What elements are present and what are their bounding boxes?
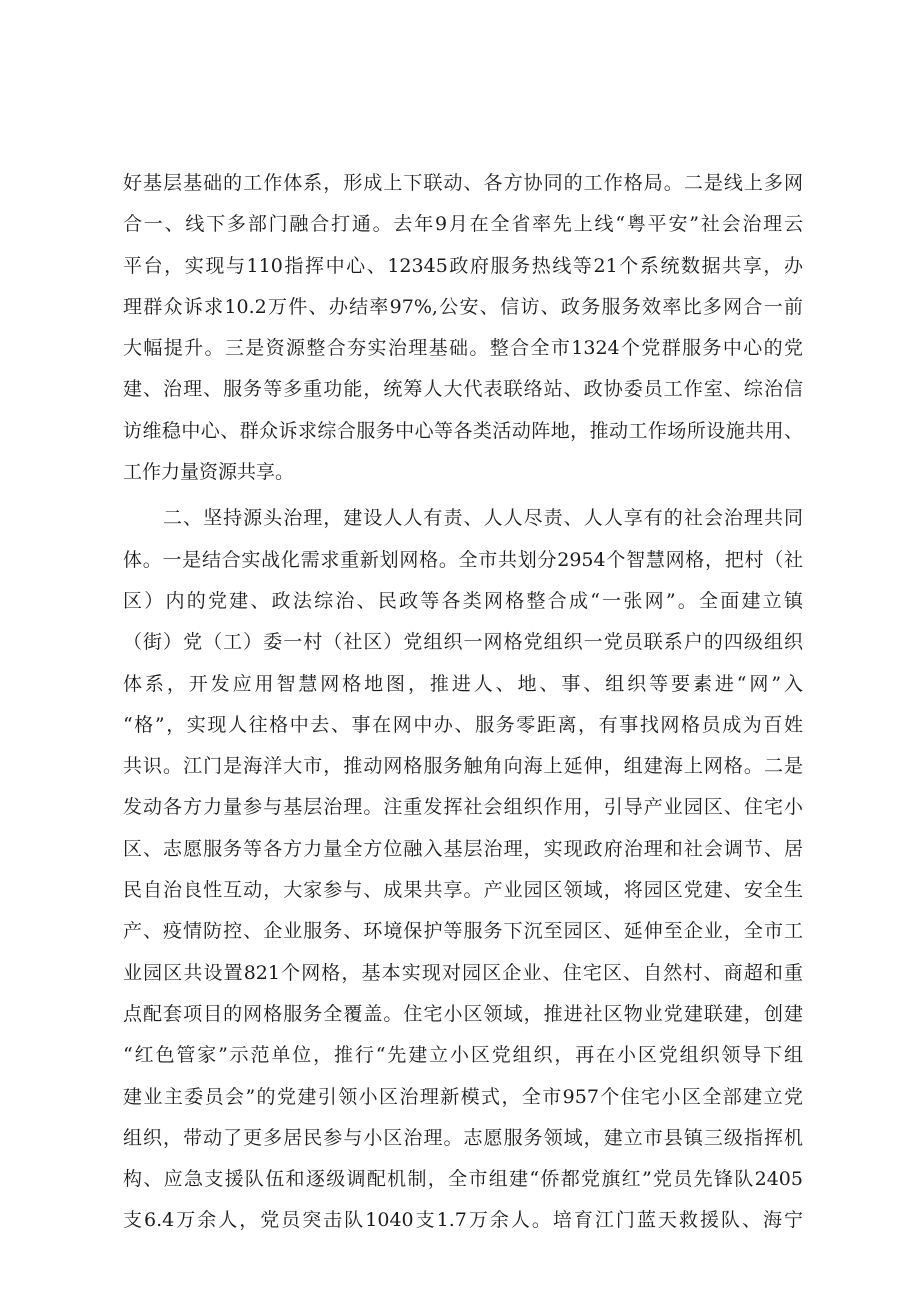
text-line: （街）党（工）委一村（社区）党组织一网格党组织一党员联系户的四级组织 [123, 631, 803, 654]
text-line: “红色管家”示范单位，推行“先建立小区党组织，再在小区党组织领导下组 [123, 1044, 803, 1067]
paragraph-1 [123, 163, 803, 493]
text-line: 平台，实现与110指挥中心、12345政府服务热线等21个系统数据共享，办 [123, 254, 803, 277]
text-line: 二、坚持源头治理，建设人人有责、人人尽责、人人享有的社会治理共同 [163, 507, 803, 530]
text-line: 构、应急支援队伍和逐级调配机制，全市组建“侨都党旗红”党员先锋队2405 [123, 1168, 803, 1191]
text-line: 发动各方力量参与基层治理。注重发挥社会组织作用，引导产业园区、住宅小 [123, 796, 803, 819]
text-line: 组织，带动了更多居民参与小区治理。志愿服务领域，建立市县镇三级指挥机 [123, 1126, 803, 1149]
text-line: 大幅提升。三是资源整合夯实治理基础。整合全市1324个党群服务中心的党 [123, 337, 803, 360]
text-line: 点配套项目的网格服务全覆盖。住宅小区领域，推进社区物业党建联建，创建 [123, 1002, 803, 1025]
text-line: 好基层基础的工作体系，形成上下联动、各方协同的工作格局。二是线上多网 [123, 172, 803, 194]
text-line: 工作力量资源共享。 [123, 461, 295, 484]
text-line: 民自治良性互动，大家参与、成果共享。产业园区领域，将园区党建、安全生 [123, 879, 803, 902]
text-line: 产、疫情防控、企业服务、环境保护等服务下沉至园区、延伸至企业，全市工 [123, 920, 803, 943]
text-line: “格”，实现人往格中去、事在网中办、服务零距离，有事找网格员成为百姓 [123, 713, 803, 736]
text-line: 访维稳中心、群众诉求综合服务中心等各类活动阵地，推动工作场所设施共用、 [123, 419, 803, 442]
text-line: 建、治理、服务等多重功能，统筹人大代表联络站、政协委员工作室、综治信 [123, 378, 803, 401]
text-line: 理群众诉求10.2万件、办结率97%,公安、信访、政务服务效率比多网合一前 [123, 295, 803, 318]
text-line: 业园区共设置821个网格，基本实现对园区企业、住宅区、自然村、商超和重 [123, 961, 803, 984]
text-line: 共识。江门是海洋大市，推动网格服务触角向海上延伸，组建海上网格。二是 [123, 755, 803, 778]
text-line: 建业主委员会”的党建引领小区治理新模式，全市957个住宅小区全部建立党 [123, 1085, 803, 1108]
body-text [123, 163, 803, 1242]
text-line: 体。一是结合实战化需求重新划网格。全市共划分2954个智慧网格，把村（社 [123, 548, 803, 571]
text-line: 支6.4万余人，党员突击队1040支1.7万余人。培育江门蓝天救援队、海宁 [123, 1209, 803, 1232]
text-line: 区、志愿服务等各方力量全方位融入基层治理，实现政府治理和社会调节、居 [123, 837, 803, 860]
paragraph-2 [123, 498, 803, 1241]
text-line: 合一、线下多部门融合打通。去年9月在全省率先上线“粤平安”社会治理云 [123, 213, 803, 236]
text-line: 区）内的党建、政法综治、民政等各类网格整合成“一张网”。全面建立镇 [123, 589, 803, 612]
text-line: 体系，开发应用智慧网格地图，推进人、地、事、组织等要素进“网”入 [123, 672, 803, 695]
